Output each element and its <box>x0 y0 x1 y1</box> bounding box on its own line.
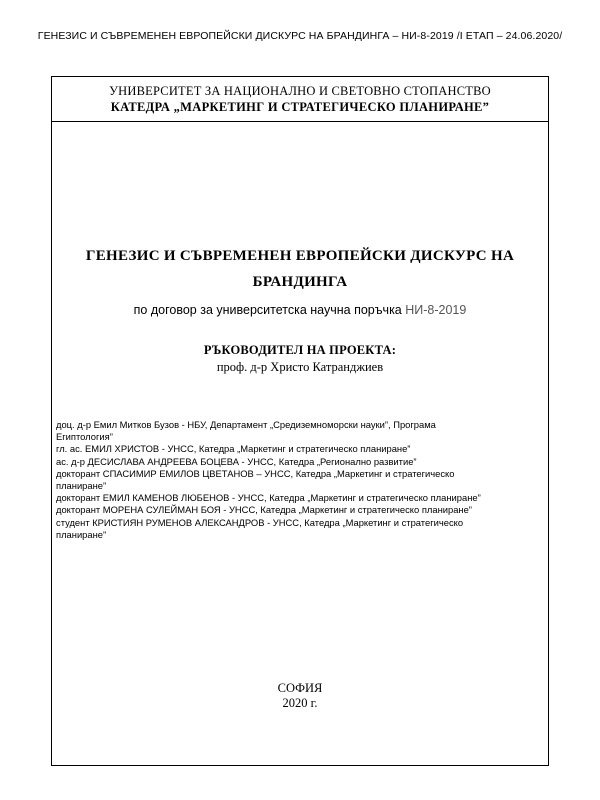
contract-line <box>52 303 548 317</box>
city: СОФИЯ <box>277 681 323 695</box>
contract-code: НИ-8-2019 <box>405 303 467 317</box>
title-line-1: ГЕНЕЗИС И СЪВРЕМЕНЕН ЕВРОПЕЙСКИ ДИСКУРС НА <box>85 248 515 264</box>
team-line: студент КРИСТИЯН РУМЕНОВ АЛЕКСАНДРОВ - УНСС, Катедра „Маркетинг и стратегическо <box>56 516 464 528</box>
team-line: докторант ЕМИЛ КАМЕНОВ ЛЮБЕНОВ - УНСС, Катедра „Маркетинг и стратегическо планиране” <box>56 492 481 504</box>
institution-block <box>52 77 548 122</box>
title-page-frame <box>51 76 549 766</box>
project-leader-name: проф. д-р Христо Катранджиев <box>216 360 384 374</box>
team-line: Египтология” <box>56 431 113 443</box>
project-leader-label: РЪКОВОДИТЕЛ НА ПРОЕКТА: <box>203 343 397 357</box>
document-title <box>52 243 548 295</box>
team-line: планиране” <box>56 528 107 540</box>
team-line: гл. ас. ЕМИЛ ХРИСТОВ - УНСС, Катедра „Маркетинг и стратегическо планиране” <box>56 443 411 455</box>
place-and-year <box>52 681 548 711</box>
running-header: ГЕНЕЗИС И СЪВРЕМЕНЕН ЕВРОПЕЙСКИ ДИСКУРС НА БРАНДИНГА – НИ-8-2019 /I ЕТАП – 24.06.2020/ <box>37 30 563 42</box>
team-list <box>56 419 526 541</box>
year: 2020 г. <box>282 696 318 710</box>
team-line: ас. д-р ДЕСИСЛАВА АНДРЕЕВА БОЦЕВА - УНСС, Катедра „Регионално развитие” <box>56 455 417 467</box>
contract-text: по договор за университетска научна поръчка <box>133 303 406 317</box>
team-line: доц. д-р Емил Митков Бузов - НБУ, Департамент „Средиземноморски науки”, Програма <box>56 419 436 430</box>
team-line: докторант МОРЕНА СУЛЕЙМАН БОЯ - УНСС, Катедра „Маркетинг и стратегическо планиране” <box>56 504 472 516</box>
department-name: КАТЕДРА „МАРКЕТИНГ И СТРАТЕГИЧЕСКО ПЛАНИРАНЕ” <box>110 100 490 114</box>
university-name: УНИВЕРСИТЕТ ЗА НАЦИОНАЛНО И СВЕТОВНО СТОПАНСТВО <box>109 84 491 98</box>
title-line-2: БРАНДИНГА <box>252 274 348 290</box>
team-line: докторант СПАСИМИР ЕМИЛОВ ЦВЕТАНОВ – УНСС, Катедра „Маркетинг и стратегическо <box>56 467 455 479</box>
team-line: планиране” <box>56 480 107 492</box>
